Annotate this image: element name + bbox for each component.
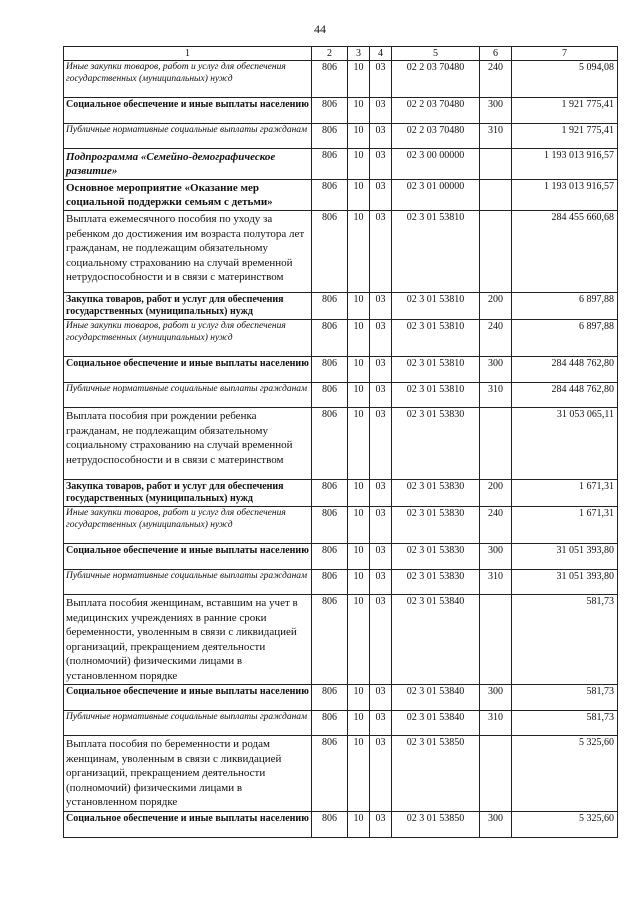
target-article-code: 02 3 01 53830 <box>392 570 480 595</box>
table-row <box>64 480 618 507</box>
department-code: 806 <box>312 149 348 180</box>
amount: 1 671,31 <box>512 507 618 544</box>
subsection-code: 03 <box>370 570 392 595</box>
subsection-code: 03 <box>370 544 392 570</box>
page-number: 44 <box>314 22 326 36</box>
target-article-code: 02 3 01 53840 <box>392 711 480 736</box>
target-article-code: 02 3 01 53850 <box>392 736 480 812</box>
amount: 1 921 775,41 <box>512 124 618 149</box>
table-row <box>64 383 618 408</box>
section-code: 10 <box>348 293 370 320</box>
budget-item-name: Выплата пособия при рождении ребенка гражданам, не подлежащим обязательному социальному страхованию на случай временной нетрудоспособности и в связи с материнством <box>64 408 312 480</box>
subsection-code: 03 <box>370 320 392 357</box>
budget-item-name: Социальное обеспечение и иные выплаты населению <box>64 357 312 383</box>
table-row <box>64 595 618 685</box>
budget-item-name: Публичные нормативные социальные выплаты гражданам <box>64 383 312 408</box>
department-code: 806 <box>312 408 348 480</box>
table-row <box>64 98 618 124</box>
section-code: 10 <box>348 98 370 124</box>
subsection-code: 03 <box>370 507 392 544</box>
amount: 5 325,60 <box>512 736 618 812</box>
amount: 284 455 660,68 <box>512 211 618 293</box>
department-code: 806 <box>312 544 348 570</box>
section-code: 10 <box>348 180 370 211</box>
department-code: 806 <box>312 320 348 357</box>
table-row <box>64 149 618 180</box>
amount: 284 448 762,80 <box>512 357 618 383</box>
subsection-code: 03 <box>370 98 392 124</box>
target-article-code: 02 3 01 53840 <box>392 595 480 685</box>
table-row <box>64 408 618 480</box>
expense-type-code: 200 <box>480 293 512 320</box>
department-code: 806 <box>312 480 348 507</box>
table-row <box>64 124 618 149</box>
section-code: 10 <box>348 736 370 812</box>
section-code: 10 <box>348 570 370 595</box>
expense-type-code <box>480 736 512 812</box>
department-code: 806 <box>312 98 348 124</box>
budget-item-name: Выплата пособия по беременности и родам женщинам, уволенным в связи с ликвидацией организаций, прекращением деятельности (полномочий) физическими лицами в установленном порядке <box>64 736 312 812</box>
section-code: 10 <box>348 149 370 180</box>
amount: 5 094,08 <box>512 61 618 98</box>
target-article-code: 02 3 00 00000 <box>392 149 480 180</box>
amount: 581,73 <box>512 685 618 711</box>
subsection-code: 03 <box>370 124 392 149</box>
expense-type-code: 310 <box>480 124 512 149</box>
expense-type-code: 240 <box>480 320 512 357</box>
table-row <box>64 507 618 544</box>
expense-type-code: 310 <box>480 570 512 595</box>
amount: 1 193 013 916,57 <box>512 180 618 211</box>
section-code: 10 <box>348 211 370 293</box>
section-code: 10 <box>348 320 370 357</box>
target-article-code: 02 3 01 53840 <box>392 685 480 711</box>
expense-type-code <box>480 149 512 180</box>
table-row <box>64 320 618 357</box>
department-code: 806 <box>312 570 348 595</box>
expense-type-code: 300 <box>480 685 512 711</box>
header-row <box>64 47 618 61</box>
target-article-code: 02 3 01 53850 <box>392 811 480 837</box>
budget-item-name: Иные закупки товаров, работ и услуг для обеспечения государственных (муниципальных) нужд <box>64 61 312 98</box>
target-article-code: 02 3 01 53810 <box>392 320 480 357</box>
expense-type-code: 240 <box>480 507 512 544</box>
expense-type-code: 310 <box>480 383 512 408</box>
table-row <box>64 61 618 98</box>
subsection-code: 03 <box>370 149 392 180</box>
amount: 1 921 775,41 <box>512 98 618 124</box>
section-code: 10 <box>348 124 370 149</box>
expense-type-code <box>480 408 512 480</box>
amount: 1 193 013 916,57 <box>512 149 618 180</box>
department-code: 806 <box>312 357 348 383</box>
table-row <box>64 544 618 570</box>
expense-type-code <box>480 595 512 685</box>
department-code: 806 <box>312 383 348 408</box>
expense-type-code: 240 <box>480 61 512 98</box>
subsection-code: 03 <box>370 180 392 211</box>
budget-item-name: Публичные нормативные социальные выплаты гражданам <box>64 124 312 149</box>
department-code: 806 <box>312 124 348 149</box>
department-code: 806 <box>312 595 348 685</box>
subsection-code: 03 <box>370 595 392 685</box>
target-article-code: 02 3 01 53810 <box>392 383 480 408</box>
department-code: 806 <box>312 61 348 98</box>
department-code: 806 <box>312 685 348 711</box>
section-code: 10 <box>348 544 370 570</box>
section-code: 10 <box>348 595 370 685</box>
expense-type-code: 300 <box>480 811 512 837</box>
subsection-code: 03 <box>370 811 392 837</box>
table-row <box>64 685 618 711</box>
table-row <box>64 180 618 211</box>
target-article-code: 02 3 01 53830 <box>392 544 480 570</box>
budget-item-name: Выплата пособия женщинам, вставшим на учет в медицинских учреждениях в ранние сроки беременности, уволенным в связи с ликвидацией организаций, прекращением деятельности (полномочий) физическими лицами в установленном порядке <box>64 595 312 685</box>
section-code: 10 <box>348 685 370 711</box>
table-row <box>64 570 618 595</box>
expense-type-code: 300 <box>480 357 512 383</box>
target-article-code: 02 3 01 53830 <box>392 408 480 480</box>
amount: 31 053 065,11 <box>512 408 618 480</box>
budget-item-name: Социальное обеспечение и иные выплаты населению <box>64 98 312 124</box>
department-code: 806 <box>312 507 348 544</box>
budget-item-name: Социальное обеспечение и иные выплаты населению <box>64 811 312 837</box>
budget-item-name: Социальное обеспечение и иные выплаты населению <box>64 544 312 570</box>
table-row <box>64 711 618 736</box>
header-cell: 7 <box>512 47 618 61</box>
target-article-code: 02 3 01 53810 <box>392 357 480 383</box>
subsection-code: 03 <box>370 685 392 711</box>
subsection-code: 03 <box>370 383 392 408</box>
header-cell: 4 <box>370 47 392 61</box>
subsection-code: 03 <box>370 736 392 812</box>
amount: 581,73 <box>512 595 618 685</box>
department-code: 806 <box>312 811 348 837</box>
budget-item-name: Закупка товаров, работ и услуг для обеспечения государственных (муниципальных) нужд <box>64 293 312 320</box>
section-code: 10 <box>348 61 370 98</box>
expense-type-code: 300 <box>480 544 512 570</box>
expense-type-code: 300 <box>480 98 512 124</box>
amount: 1 671,31 <box>512 480 618 507</box>
header-cell: 6 <box>480 47 512 61</box>
budget-item-name: Подпрограмма «Семейно-демографическое развитие» <box>64 149 312 180</box>
amount: 284 448 762,80 <box>512 383 618 408</box>
subsection-code: 03 <box>370 61 392 98</box>
table-row <box>64 811 618 837</box>
subsection-code: 03 <box>370 408 392 480</box>
budget-item-name: Иные закупки товаров, работ и услуг для обеспечения государственных (муниципальных) нужд <box>64 320 312 357</box>
target-article-code: 02 3 01 53810 <box>392 211 480 293</box>
amount: 31 051 393,80 <box>512 544 618 570</box>
budget-item-name: Закупка товаров, работ и услуг для обеспечения государственных (муниципальных) нужд <box>64 480 312 507</box>
header-cell: 2 <box>312 47 348 61</box>
budget-item-name: Публичные нормативные социальные выплаты гражданам <box>64 711 312 736</box>
subsection-code: 03 <box>370 293 392 320</box>
subsection-code: 03 <box>370 480 392 507</box>
budget-table <box>63 46 618 838</box>
department-code: 806 <box>312 293 348 320</box>
department-code: 806 <box>312 180 348 211</box>
header-cell: 5 <box>392 47 480 61</box>
section-code: 10 <box>348 811 370 837</box>
section-code: 10 <box>348 408 370 480</box>
budget-item-name: Основное мероприятие «Оказание мер социальной поддержки семьям с детьми» <box>64 180 312 211</box>
section-code: 10 <box>348 480 370 507</box>
amount: 6 897,88 <box>512 293 618 320</box>
subsection-code: 03 <box>370 711 392 736</box>
target-article-code: 02 3 01 53830 <box>392 480 480 507</box>
department-code: 806 <box>312 736 348 812</box>
budget-item-name: Социальное обеспечение и иные выплаты населению <box>64 685 312 711</box>
department-code: 806 <box>312 211 348 293</box>
expense-type-code <box>480 211 512 293</box>
header-cell: 1 <box>64 47 312 61</box>
section-code: 10 <box>348 383 370 408</box>
budget-item-name: Публичные нормативные социальные выплаты гражданам <box>64 570 312 595</box>
table-row <box>64 211 618 293</box>
amount: 581,73 <box>512 711 618 736</box>
subsection-code: 03 <box>370 211 392 293</box>
section-code: 10 <box>348 507 370 544</box>
target-article-code: 02 3 01 53810 <box>392 293 480 320</box>
budget-item-name: Иные закупки товаров, работ и услуг для обеспечения государственных (муниципальных) нужд <box>64 507 312 544</box>
target-article-code: 02 3 01 53830 <box>392 507 480 544</box>
expense-type-code: 310 <box>480 711 512 736</box>
section-code: 10 <box>348 357 370 383</box>
expense-type-code <box>480 180 512 211</box>
amount: 31 051 393,80 <box>512 570 618 595</box>
target-article-code: 02 3 01 00000 <box>392 180 480 211</box>
amount: 6 897,88 <box>512 320 618 357</box>
table-row <box>64 736 618 812</box>
expense-type-code: 200 <box>480 480 512 507</box>
table-row <box>64 293 618 320</box>
table-row <box>64 357 618 383</box>
section-code: 10 <box>348 711 370 736</box>
target-article-code: 02 2 03 70480 <box>392 61 480 98</box>
target-article-code: 02 2 03 70480 <box>392 98 480 124</box>
department-code: 806 <box>312 711 348 736</box>
subsection-code: 03 <box>370 357 392 383</box>
budget-item-name: Выплата ежемесячного пособия по уходу за ребенком до достижения им возраста полутора лет гражданам, не подлежащим обязательному социальному страхованию на случай временной нетрудоспособности и в связи с материнством <box>64 211 312 293</box>
target-article-code: 02 2 03 70480 <box>392 124 480 149</box>
header-cell: 3 <box>348 47 370 61</box>
amount: 5 325,60 <box>512 811 618 837</box>
